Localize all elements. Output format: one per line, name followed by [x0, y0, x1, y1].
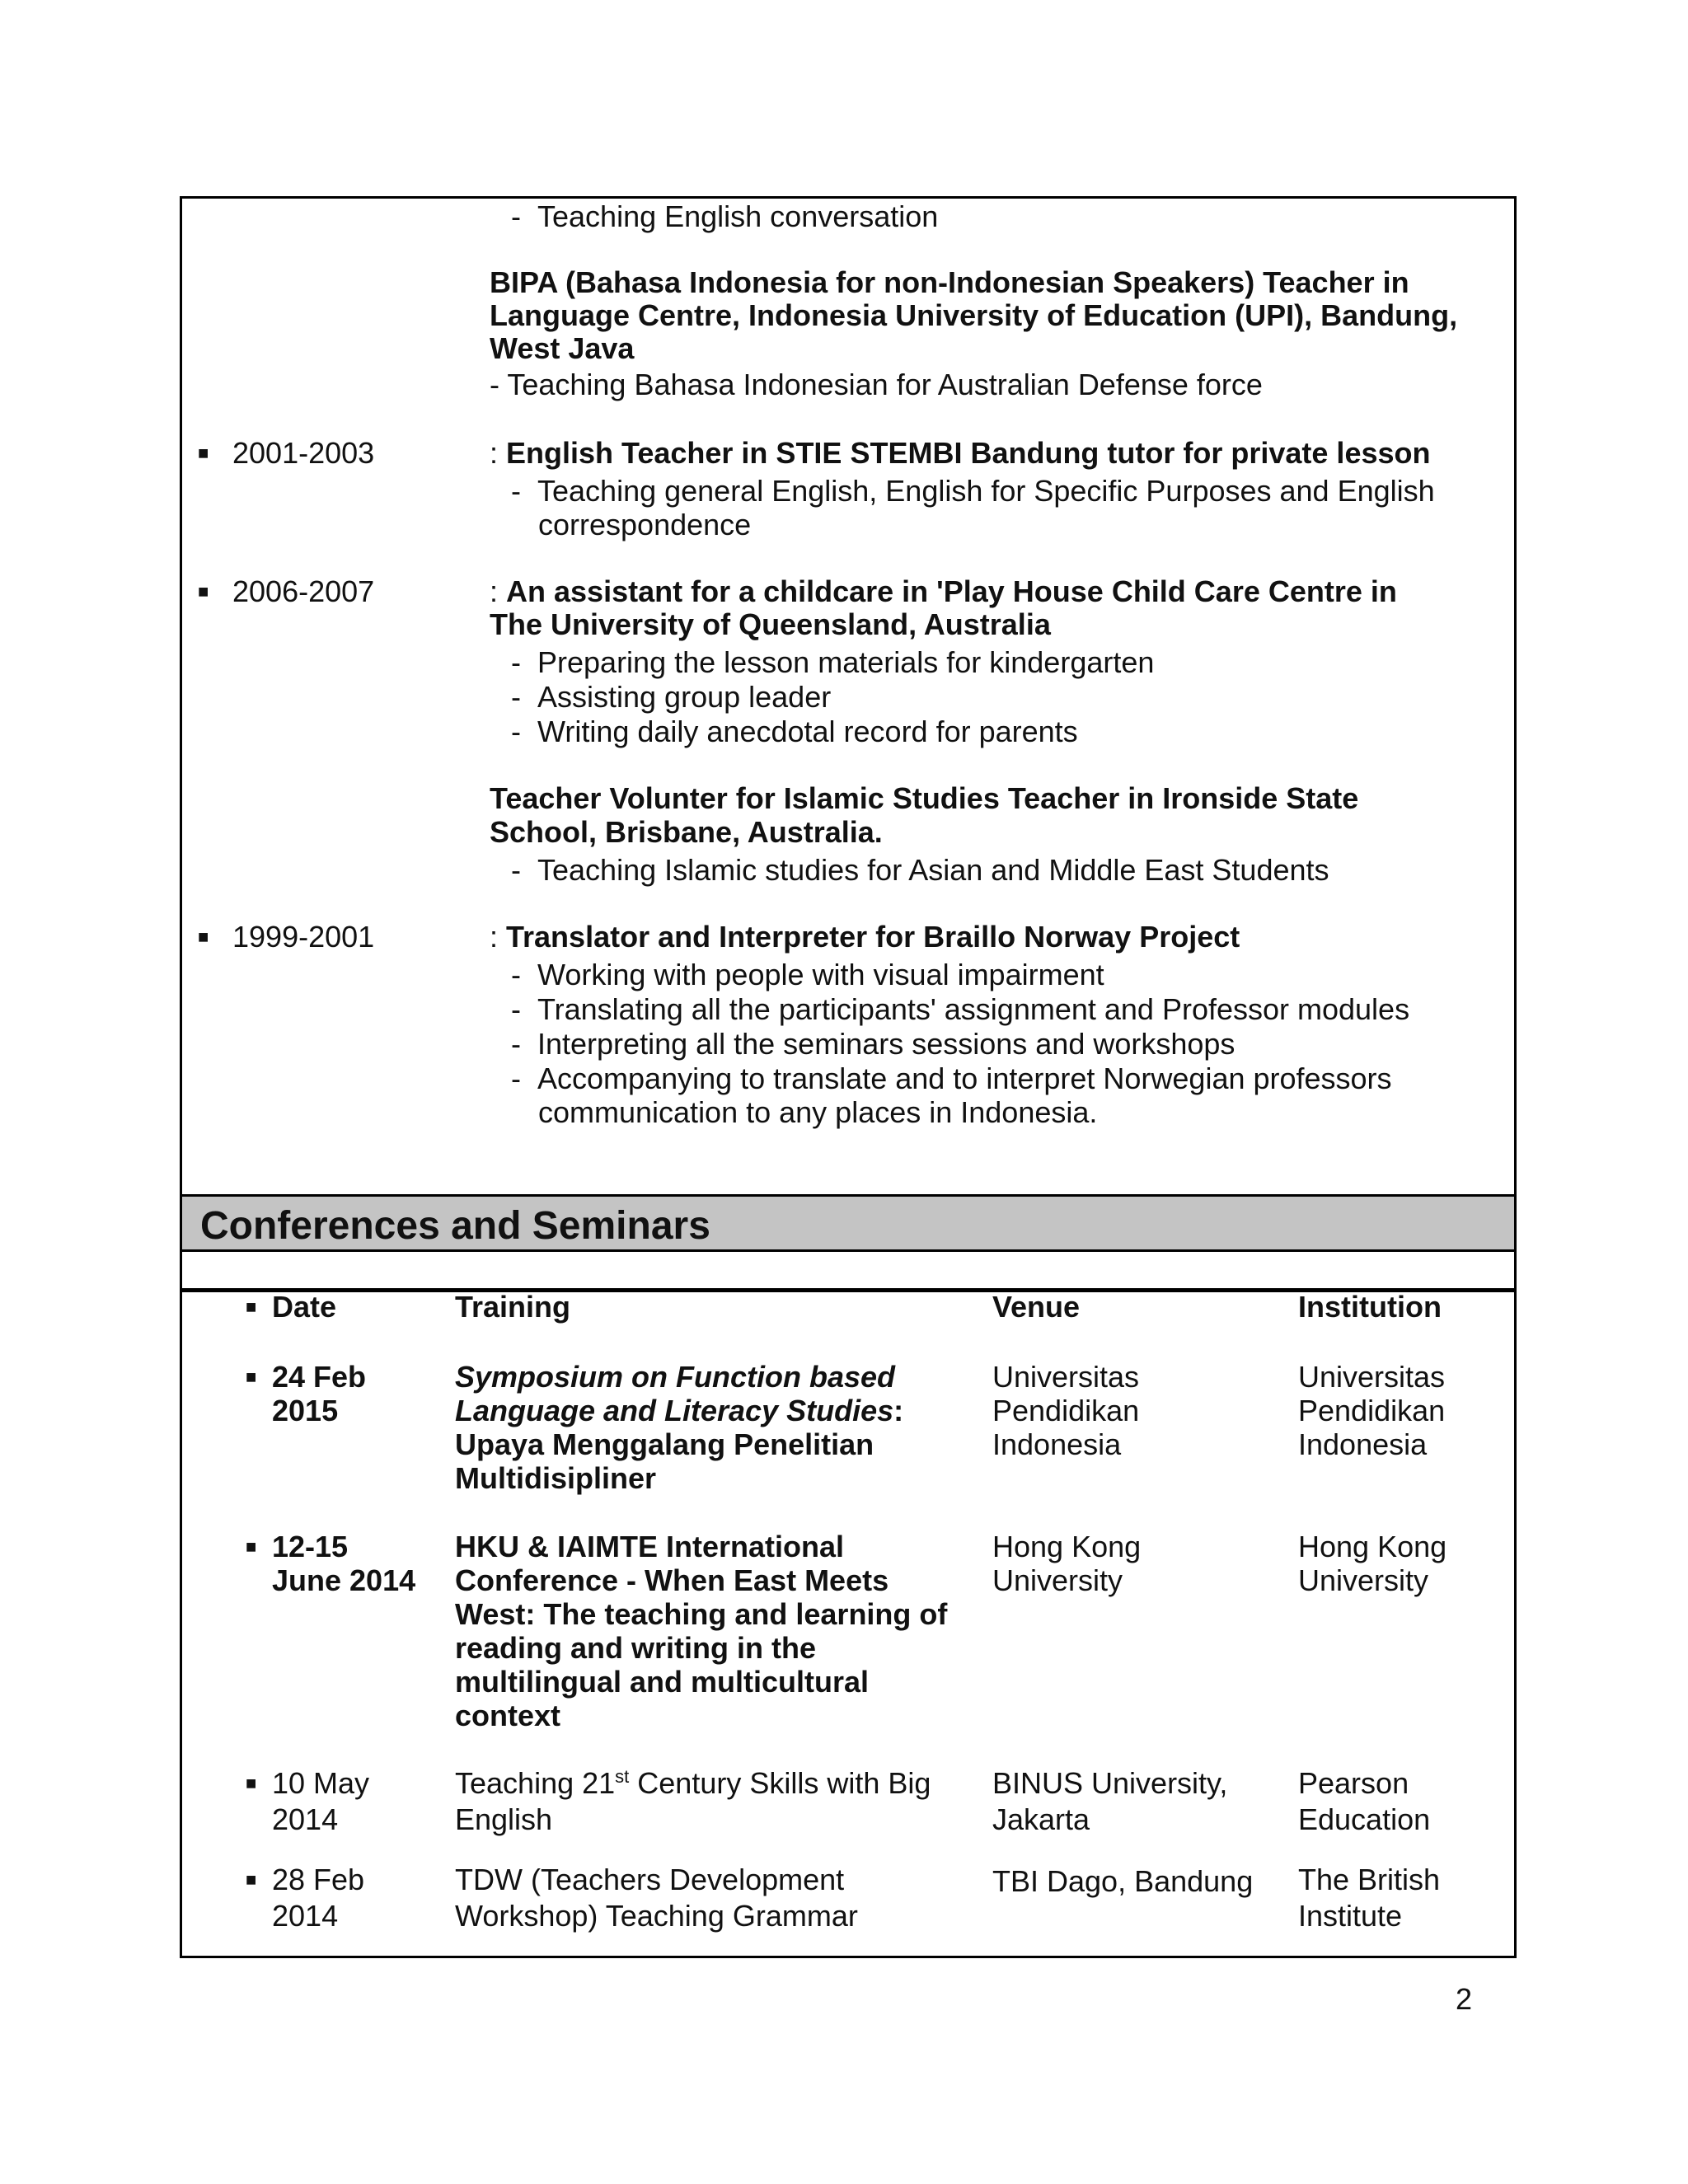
bullet-icon: ■ [198, 443, 209, 463]
row-training: Symposium on Function based [455, 1360, 896, 1394]
list-item: - Writing daily anecdotal record for parents [511, 715, 1078, 748]
page-number: 2 [1455, 1982, 1472, 2016]
row-institution: Pendidikan [1298, 1394, 1446, 1427]
column-header-venue: Venue [992, 1290, 1081, 1324]
row-training: Workshop) Teaching Grammar [455, 1899, 858, 1933]
row-date: 2014 [272, 1802, 339, 1836]
row-date: 28 Feb [272, 1863, 365, 1896]
row-institution: Institute [1298, 1899, 1403, 1933]
list-item: - Teaching Islamic studies for Asian and Middle East Students [511, 853, 1329, 887]
entry-2001-title: : English Teacher in STIE STEMBI Bandung tutor for private lesson [490, 436, 1431, 470]
list-item: - Teaching general English, English for Specific Purposes and English [511, 474, 1435, 508]
list-item: - Teaching English conversation [511, 199, 939, 233]
bullet-icon: ■ [198, 581, 209, 602]
volunteer-title-2: School, Brisbane, Australia. [490, 815, 883, 849]
row-training: Language and Literacy Studies: [455, 1394, 904, 1427]
row-date: 10 May [272, 1766, 370, 1800]
entry-2006-title-2: The University of Queensland, Australia [490, 607, 1051, 641]
row-institution: University [1298, 1563, 1429, 1597]
row-training: English [455, 1802, 553, 1836]
row-training: Conference - When East Meets [455, 1563, 889, 1597]
year-2006: 2006-2007 [232, 574, 375, 608]
year-1999: 1999-2001 [232, 920, 375, 954]
list-item: - Interpreting all the seminars sessions and workshops [511, 1027, 1236, 1061]
volunteer-title-1: Teacher Volunter for Islamic Studies Teacher in Ironside State [490, 781, 1359, 815]
entry-2006-title-1: : An assistant for a childcare in 'Play House Child Care Centre in [490, 574, 1397, 608]
row-training: TDW (Teachers Development [455, 1863, 845, 1896]
column-header-date: Date [272, 1290, 337, 1324]
row-date: June 2014 [272, 1563, 416, 1597]
row-venue: Indonesia [992, 1427, 1122, 1461]
bullet-icon: ■ [198, 926, 209, 947]
row-venue: University [992, 1563, 1123, 1597]
row-venue: Jakarta [992, 1802, 1090, 1836]
row-venue: Pendidikan [992, 1394, 1140, 1427]
bipa-title-2: Language Centre, Indonesia University of Education (UPI), Bandung, [490, 298, 1458, 332]
row-institution: Indonesia [1298, 1427, 1428, 1461]
bipa-title-3: West Java [490, 331, 635, 365]
column-header-training: Training [455, 1290, 571, 1324]
row-training: reading and writing in the [455, 1631, 817, 1665]
row-training: Upaya Menggalang Penelitian [455, 1427, 874, 1461]
bullet-icon: ■ [246, 1869, 257, 1890]
list-item: - Translating all the participants' assignment and Professor modules [511, 992, 1410, 1026]
row-institution: The British [1298, 1863, 1441, 1896]
row-institution: Education [1298, 1802, 1431, 1836]
row-training: context [455, 1699, 561, 1732]
bullet-icon: ■ [246, 1773, 257, 1793]
bullet-icon: ■ [246, 1366, 257, 1387]
list-item: - Assisting group leader [511, 680, 832, 714]
row-training: HKU & IAIMTE International [455, 1530, 845, 1563]
row-institution: Hong Kong [1298, 1530, 1447, 1563]
row-date: 2014 [272, 1899, 339, 1933]
row-training: Multidisipliner [455, 1461, 657, 1495]
column-header-institution: Institution [1298, 1290, 1442, 1324]
section-header [180, 1194, 1517, 1252]
list-item-continued: correspondence [538, 508, 752, 541]
row-institution: Pearson [1298, 1766, 1409, 1800]
row-venue: BINUS University, [992, 1766, 1228, 1800]
row-training: multilingual and multicultural [455, 1665, 870, 1699]
row-venue: Hong Kong [992, 1530, 1142, 1563]
row-venue: TBI Dago, Bandung [992, 1864, 1254, 1898]
year-2001: 2001-2003 [232, 436, 375, 470]
row-date: 12-15 [272, 1530, 349, 1563]
row-institution: Universitas [1298, 1360, 1446, 1394]
row-date: 2015 [272, 1394, 339, 1427]
row-training: Teaching 21st Century Skills with Big [455, 1766, 931, 1800]
bipa-title-1: BIPA (Bahasa Indonesia for non-Indonesian Speakers) Teacher in [490, 265, 1409, 299]
row-training: West: The teaching and learning of [455, 1597, 948, 1631]
entry-1999-title: : Translator and Interpreter for Braillo Norway Project [490, 920, 1240, 954]
row-date: 24 Feb [272, 1360, 367, 1394]
list-item-continued: communication to any places in Indonesia. [538, 1095, 1098, 1129]
bipa-detail: - Teaching Bahasa Indonesian for Australian Defense force [490, 368, 1263, 401]
section-title: Conferences and Seminars [200, 1204, 710, 1248]
row-venue: Universitas [992, 1360, 1140, 1394]
list-item: - Preparing the lesson materials for kindergarten [511, 645, 1155, 679]
list-item: - Accompanying to translate and to interpret Norwegian professors [511, 1062, 1392, 1095]
list-item: - Working with people with visual impairment [511, 958, 1104, 991]
bullet-icon: ■ [246, 1296, 257, 1317]
bullet-icon: ■ [246, 1536, 257, 1557]
